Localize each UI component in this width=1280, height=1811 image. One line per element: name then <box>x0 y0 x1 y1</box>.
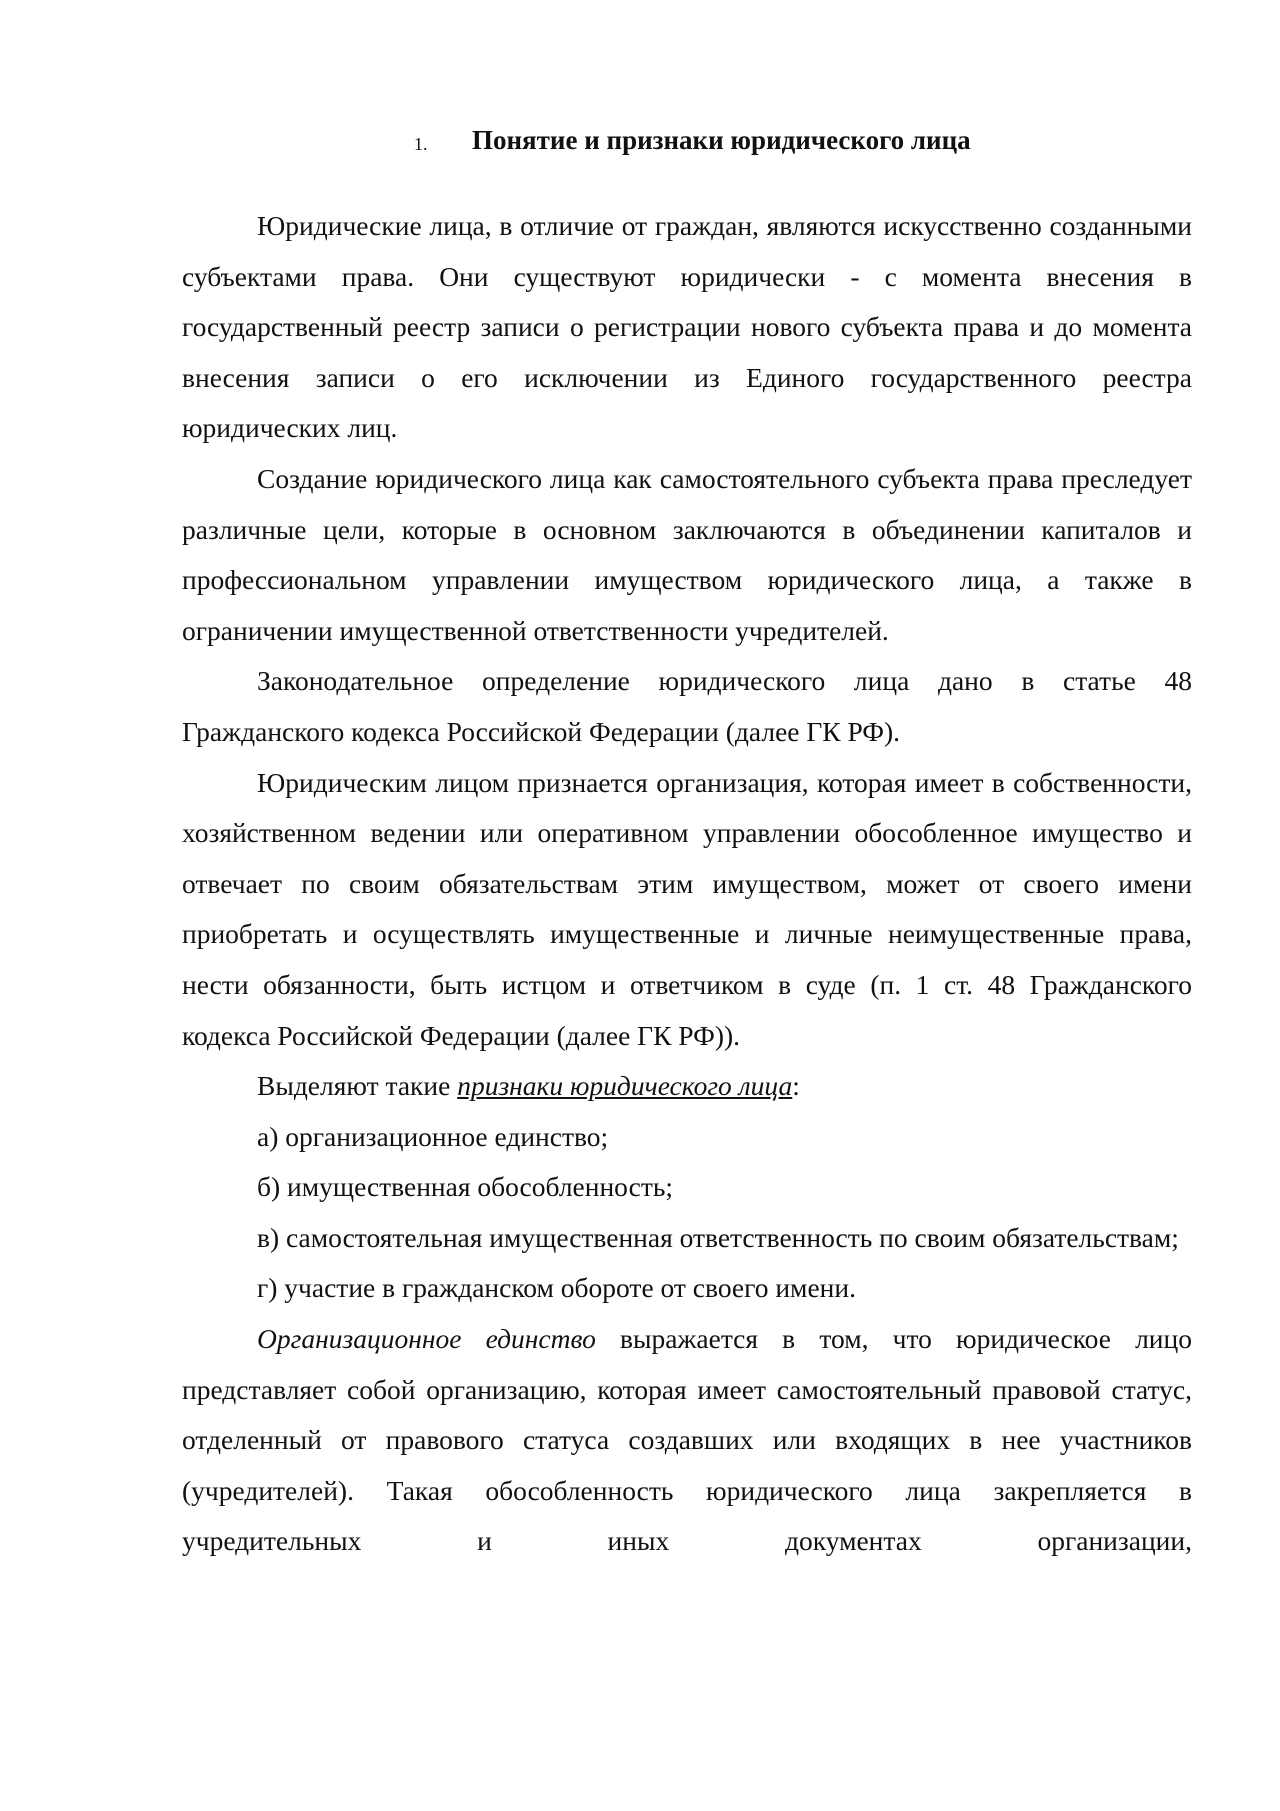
document-body <box>182 201 1192 1567</box>
paragraph-10-text: выражается в том, что юридическое лицо представляет собой организацию, которая имеет самостоятельный правовой статус, отделенный от правового статуса создавших или входящих в нее участников (учредителей). Такая обособленность юридического лица закрепляется в учредительных и иных документах организации, <box>182 1323 1192 1557</box>
paragraph-2: Создание юридического лица как самостоятельного субъекта права преследует различные цели, которые в основном заключаются в объединении капиталов и профессиональном управлении имуществом юридического лица, а также в ограничении имущественной ответственности учредителей. <box>182 462 1192 646</box>
paragraph-10 <box>182 1314 1192 1567</box>
paragraph-5-colon: : <box>792 1070 800 1102</box>
heading-number: 1. <box>414 134 428 154</box>
features-term: признаки юридического лица <box>457 1070 793 1102</box>
organizational-unity-term: Организационное единство <box>257 1323 596 1355</box>
list-item-d: г) участие в гражданском обороте от своего имени. <box>257 1272 856 1304</box>
paragraph-1: Юридические лица, в отличие от граждан, являются искусственно созданными субъектами права. Они существуют юридически - с момента внесения в государственный реестр записи о регистрации нового субъекта права и до момента внесения записи о его исключении из Единого государственного реестра юридических лиц. <box>182 210 1192 444</box>
paragraph-5 <box>182 1061 1192 1112</box>
heading-title: Понятие и признаки юридического лица <box>472 125 971 155</box>
paragraph-5-lead: Выделяют такие <box>257 1070 458 1102</box>
paragraph-4: Юридическим лицом признается организация, которая имеет в собственности, хозяйственном ведении или оперативном управлении обособленное имущество и отвечает по своим обязательствам этим имуществом, может от своего имени приобретать и осуществлять имущественные и личные неимущественные права, нести обязанности, быть истцом и ответчиком в суде (п. 1 ст. 48 Гражданского кодекса Российской Федерации (далее ГК РФ)). <box>182 766 1192 1051</box>
list-item-a: а) организационное единство; <box>257 1120 609 1152</box>
paragraph-3: Законодательное определение юридического лица дано в статье 48 Гражданского кодекса Российской Федерации (далее ГК РФ). <box>182 665 1192 747</box>
list-item-b: б) имущественная обособленность; <box>257 1171 674 1203</box>
list-item-c: в) самостоятельная имущественная ответственность по своим обязательствам; <box>257 1221 1179 1253</box>
